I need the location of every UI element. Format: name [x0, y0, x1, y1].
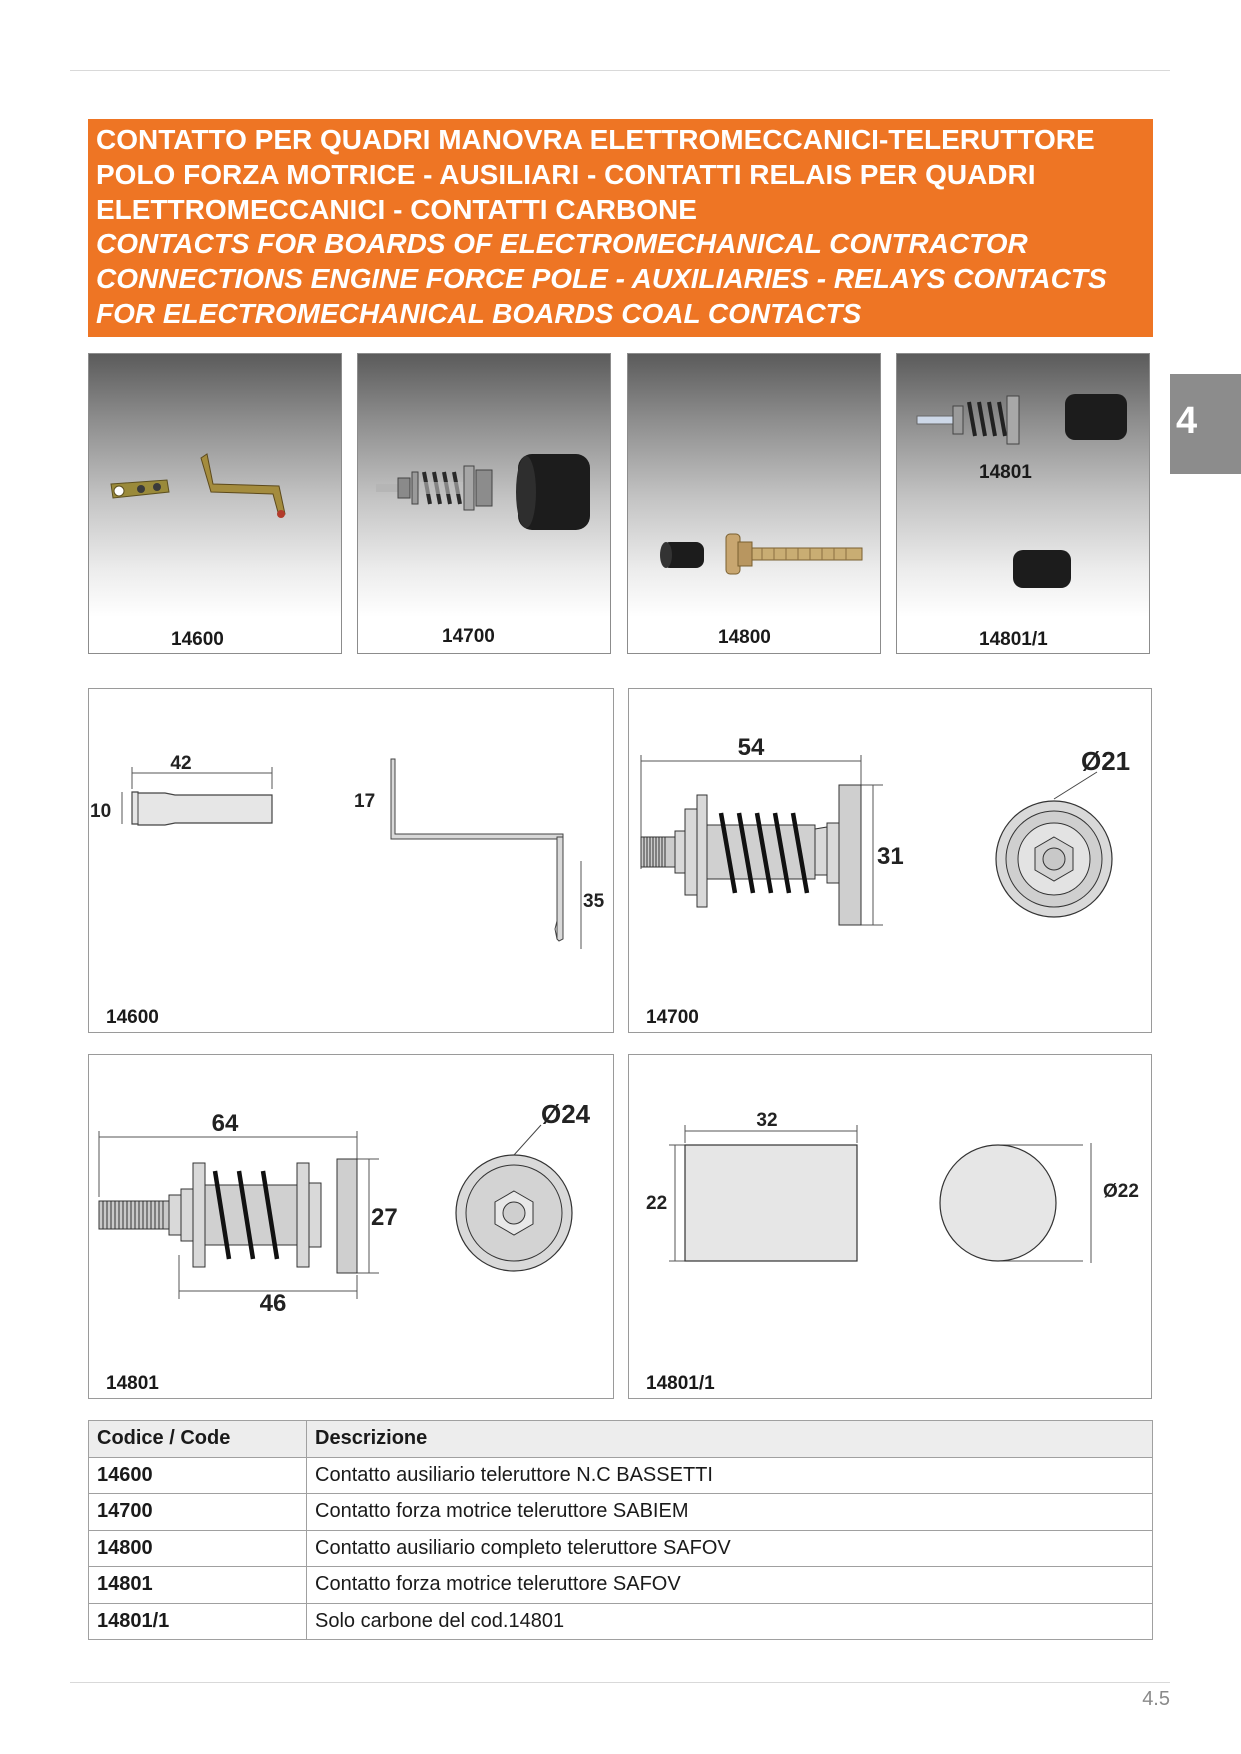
- technical-drawing-14801: [89, 1055, 615, 1400]
- dim-diameter: Ø22: [1103, 1181, 1139, 1202]
- row-code: 14801: [89, 1567, 307, 1604]
- dim-length: 32: [756, 1110, 778, 1131]
- photo-14600: [88, 353, 342, 654]
- dim-height: 31: [877, 843, 904, 870]
- photo-14801: [896, 353, 1150, 654]
- bottom-rule: [70, 1682, 1170, 1683]
- title-banner: [88, 119, 1153, 337]
- photo-14700: [357, 353, 611, 654]
- drawing-caption: 14801/1: [646, 1373, 715, 1394]
- title-en-line: FOR ELECTROMECHANICAL BOARDS COAL CONTACTS: [96, 297, 862, 329]
- drawing-caption: 14700: [646, 1007, 699, 1028]
- row-code: 14600: [89, 1457, 307, 1494]
- table-row: [89, 1603, 1153, 1640]
- dim-length: 64: [211, 1110, 239, 1137]
- top-rule: [70, 70, 1170, 71]
- dim-inner-length: 46: [259, 1290, 287, 1317]
- photo-caption-top: 14801: [979, 462, 1032, 483]
- drawing-caption: 14600: [106, 1007, 159, 1028]
- title-it-line: CONTATTO PER QUADRI MANOVRA ELETTROMECCANICI-TELERUTTORE: [96, 124, 1095, 155]
- table-row: [89, 1457, 1153, 1494]
- table-row: [89, 1494, 1153, 1531]
- section-tab: [1170, 374, 1241, 474]
- dim-width: 10: [90, 801, 112, 822]
- technical-drawing-14700: [629, 689, 1153, 1034]
- codes-table: [88, 1420, 1153, 1640]
- technical-drawing-14801-1: [629, 1055, 1153, 1400]
- table-row: [89, 1567, 1153, 1604]
- table-header-row: [89, 1421, 1153, 1458]
- dim-height: 22: [646, 1193, 668, 1214]
- dim-diameter: Ø24: [541, 1099, 591, 1129]
- dim-diameter: Ø21: [1081, 746, 1131, 776]
- photo-caption: 14801/1: [979, 629, 1048, 650]
- photo-caption: 14700: [442, 626, 495, 647]
- row-description: Solo carbone del cod.14801: [307, 1603, 1153, 1640]
- dim-height-top: 17: [354, 791, 376, 812]
- column-header-code: Codice / Code: [89, 1421, 307, 1458]
- row-code: 14700: [89, 1494, 307, 1531]
- title-it-line: POLO FORZA MOTRICE - AUSILIARI - CONTATTI RELAIS PER QUADRI: [96, 158, 1036, 190]
- row-code: 14801/1: [89, 1603, 307, 1640]
- column-header-description: Descrizione: [307, 1421, 1153, 1458]
- dim-height-side: 35: [583, 891, 605, 912]
- table-row: [89, 1530, 1153, 1567]
- row-code: 14800: [89, 1530, 307, 1567]
- row-description: Contatto forza motrice teleruttore SAFOV: [307, 1567, 1153, 1604]
- photo-14800: [627, 353, 881, 654]
- drawing-14600: [88, 688, 614, 1033]
- row-description: Contatto ausiliario completo teleruttore SAFOV: [307, 1530, 1153, 1567]
- row-description: Contatto ausiliario teleruttore N.C BASSETTI: [307, 1457, 1153, 1494]
- drawing-14801: [88, 1054, 614, 1399]
- title-it-line: ELETTROMECCANICI - CONTATTI CARBONE: [96, 193, 697, 225]
- drawing-caption: 14801: [106, 1373, 159, 1394]
- title-en-line: CONNECTIONS ENGINE FORCE POLE - AUXILIARIES - RELAYS CONTACTS: [96, 263, 1107, 295]
- page-number: 4.5: [1142, 1688, 1170, 1710]
- technical-drawing-14600: [89, 689, 615, 1034]
- auxiliary-contact-image: [628, 354, 882, 655]
- spring-contact-image: [358, 354, 612, 655]
- photo-caption: 14800: [718, 627, 771, 648]
- dim-length: 54: [737, 734, 765, 761]
- row-description: Contatto forza motrice teleruttore SABIEM: [307, 1494, 1153, 1531]
- title-en-line: CONTACTS FOR BOARDS OF ELECTROMECHANICAL CONTRACTOR: [96, 228, 1028, 260]
- drawing-14700: [628, 688, 1152, 1033]
- dim-length: 42: [170, 753, 192, 774]
- section-number: 4: [1176, 400, 1198, 442]
- photo-caption: 14600: [171, 629, 224, 650]
- dim-height: 27: [371, 1204, 398, 1231]
- contact-bracket-image: [89, 354, 343, 655]
- spring-contact-and-carbon-image: [897, 354, 1151, 655]
- drawing-14801-1: [628, 1054, 1152, 1399]
